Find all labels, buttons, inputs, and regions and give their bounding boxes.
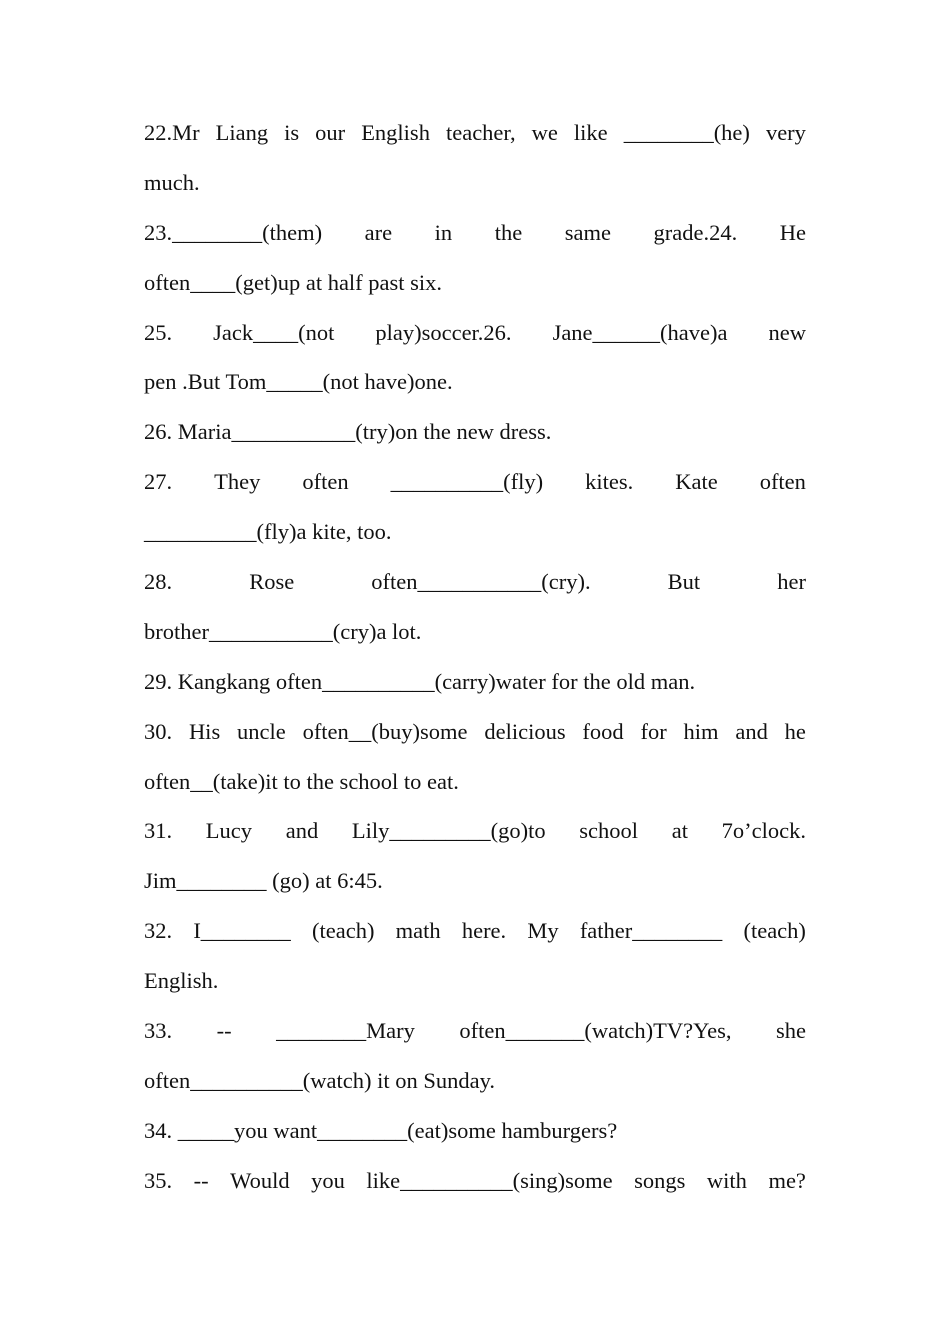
text-line: English. [144, 968, 219, 994]
word: father________ [579, 918, 723, 944]
word: he [784, 718, 806, 744]
text-line [144, 806, 806, 856]
word: Jack____(not [213, 319, 335, 345]
word: is [284, 120, 300, 145]
word: you [311, 1167, 345, 1193]
word: in [434, 219, 453, 245]
word: often_______(watch)TV?Yes, [459, 1018, 732, 1044]
word: His [188, 718, 221, 744]
word: My [527, 918, 559, 944]
text-line: often__________(watch) it on Sunday. [144, 1067, 495, 1093]
word: me? [768, 1167, 806, 1193]
text-line: pen .But Tom_____(not have)one. [144, 369, 453, 395]
word: Jane______(have)a [552, 319, 728, 345]
word: her [777, 569, 806, 595]
word: for [640, 718, 667, 744]
word: him [683, 718, 719, 744]
text-line [144, 308, 806, 358]
word: But [667, 569, 701, 595]
word: the [494, 219, 523, 245]
word: math [395, 918, 441, 944]
word: play)soccer.26. [375, 319, 512, 345]
word: food [582, 718, 624, 744]
text-line [144, 906, 806, 956]
word: 31. [144, 818, 173, 844]
word: 27. [144, 469, 173, 495]
word: often___________(cry). [371, 569, 591, 595]
word: (teach) [312, 918, 375, 944]
word: ________(he) [623, 120, 750, 145]
text-line: much. [144, 169, 200, 195]
word: He [779, 219, 806, 245]
word: __________(fly) [390, 469, 544, 495]
text-line [144, 557, 806, 607]
word: Kate [675, 469, 718, 495]
word: Rose [249, 569, 295, 595]
word: kites. [585, 469, 634, 495]
word: new [768, 319, 806, 345]
word: at [671, 818, 688, 844]
word: very [765, 120, 806, 145]
text-line [144, 1006, 806, 1056]
text-line [144, 108, 806, 158]
word: often__(buy)some [302, 718, 468, 744]
word: uncle [237, 718, 286, 744]
word: Liang [215, 120, 269, 145]
word: 25. [144, 319, 173, 345]
word: 30. [144, 718, 173, 744]
word: 28. [144, 569, 173, 595]
text-line [144, 1156, 806, 1206]
word: -- [216, 1018, 232, 1044]
word: and [735, 718, 768, 744]
word: same [564, 219, 611, 245]
text-line [144, 707, 806, 757]
word: They [214, 469, 261, 495]
word: 22.Mr [144, 120, 200, 145]
word: songs [634, 1167, 686, 1193]
word: 33. [144, 1018, 173, 1044]
text-line: often____(get)up at half past six. [144, 269, 443, 295]
text-line [144, 208, 806, 258]
word: grade.24. [653, 219, 738, 245]
word: 32. [144, 918, 173, 944]
word: school [579, 818, 639, 844]
word: she [775, 1018, 806, 1044]
word: Lily_________(go)to [351, 818, 546, 844]
word: (teach) [743, 918, 806, 944]
word: we [531, 120, 558, 145]
text-line: brother___________(cry)a lot. [144, 618, 422, 644]
word: often [759, 469, 806, 495]
worksheet-page [144, 108, 806, 1206]
word: and [285, 818, 319, 844]
word: often [302, 469, 349, 495]
word: delicious [484, 718, 566, 744]
text-line: 34. _____you want________(eat)some hamburgers? [144, 1117, 618, 1143]
text-line: 26. Maria___________(try)on the new dress. [144, 419, 552, 445]
word: Lucy [205, 818, 253, 844]
word: like__________(sing)some [366, 1167, 613, 1193]
text-line: 29. Kangkang often__________(carry)water for the old man. [144, 668, 696, 694]
text-line: __________(fly)a kite, too. [144, 519, 392, 545]
word: like [573, 120, 608, 145]
word: 35. [144, 1167, 173, 1193]
word: -- [193, 1167, 209, 1193]
word: Would [230, 1167, 290, 1193]
word: ________Mary [276, 1018, 415, 1044]
word: I________ [193, 918, 291, 944]
word: 23.________(them) [144, 219, 323, 245]
word: are [364, 219, 393, 245]
word: English [361, 120, 430, 145]
word: here. [461, 918, 507, 944]
word: with [706, 1167, 747, 1193]
word: our [315, 120, 346, 145]
word: 7o’clock. [721, 818, 806, 844]
word: teacher, [445, 120, 516, 145]
text-line: Jim________ (go) at 6:45. [144, 868, 383, 894]
text-line: often__(take)it to the school to eat. [144, 768, 459, 794]
text-line [144, 457, 806, 507]
